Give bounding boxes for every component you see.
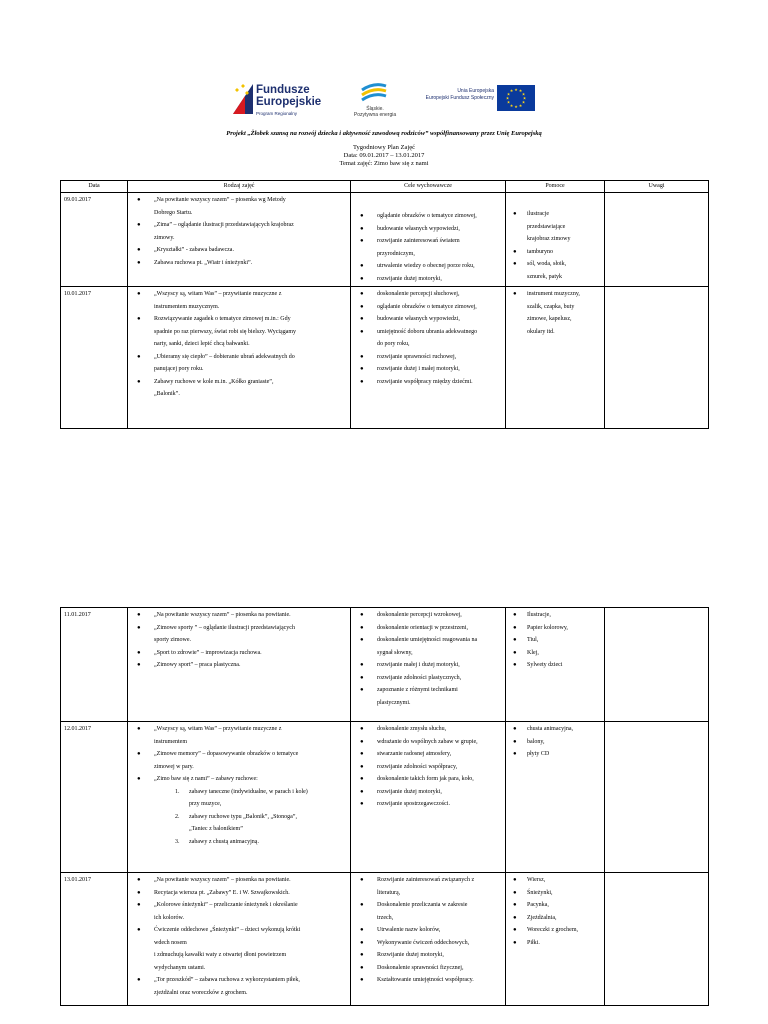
pomoce-line: ● Ilustracje, bbox=[527, 612, 551, 618]
pomoce-line: okulary itd. bbox=[527, 328, 555, 335]
cele-line: ● doskonalenie orientacji w przestrzeni, bbox=[377, 624, 468, 631]
zajecia-item bbox=[131, 748, 347, 773]
zajecia-item bbox=[131, 288, 347, 313]
subitem-line: zabawy z chustą animacyjną. bbox=[189, 838, 259, 845]
logo-ue-line2: Europejski Fundusz Społeczny bbox=[425, 95, 494, 101]
cele-line: ● rozwijanie dużej motoryki, bbox=[377, 275, 442, 282]
zajecia-item bbox=[131, 974, 347, 999]
cele-item bbox=[354, 937, 502, 950]
pomoce-item bbox=[509, 622, 601, 635]
pomoce-line: ● Wiersz, bbox=[527, 877, 546, 883]
cele-line: ● oglądanie obrazków o tematyce zimowej, bbox=[377, 303, 477, 310]
cele-line: ● doskonalenie percepcji słuchowej, bbox=[377, 291, 460, 297]
cele-item bbox=[354, 235, 502, 260]
eu-flag-icon bbox=[497, 85, 535, 111]
zajecia-line: ● „Zimowe sporty ” – oglądanie ilustracji przedstawiających bbox=[154, 624, 295, 631]
cele-item bbox=[354, 874, 502, 899]
zajecia-line: ● Recytacja wiersza pt. „Zabawy” E. i W. Szwajkowskich. bbox=[154, 889, 290, 896]
zajecia-line: zimowy. bbox=[154, 234, 175, 241]
pomoce-item bbox=[509, 887, 601, 900]
zajecia-item bbox=[131, 257, 347, 270]
zajecia-line: ● „Tor przeszkód” – zabawa ruchowa z wykorzystaniem piłek, bbox=[154, 977, 300, 983]
cele-item bbox=[354, 949, 502, 962]
unia-europejska-text bbox=[418, 88, 494, 102]
cell-rodzaj-zajec bbox=[128, 873, 351, 1006]
zajecia-item bbox=[131, 659, 347, 672]
cele-line: ● doskonalenie zmysłu słuchu, bbox=[377, 726, 447, 732]
zajecia-list bbox=[131, 723, 347, 786]
table-header-row bbox=[61, 181, 709, 193]
pomoce-line: ● sól, woda, słoik, bbox=[527, 261, 567, 267]
zajecia-line: ● Zabawy ruchowe w kole m.in. „Kółko graniaste”, bbox=[154, 378, 274, 385]
svg-text:★: ★ bbox=[518, 102, 523, 108]
cele-line: ● Doskonalenie przeliczania w zakresie bbox=[377, 902, 468, 908]
svg-text:★: ★ bbox=[521, 99, 526, 105]
cell-rodzaj-zajec bbox=[128, 193, 351, 287]
cele-item bbox=[354, 609, 502, 622]
plan-table-page2 bbox=[60, 607, 709, 1006]
cele-line: plastycznymi. bbox=[377, 699, 411, 706]
pomoce-item bbox=[509, 246, 601, 259]
table-row bbox=[61, 287, 709, 429]
slaskie-text bbox=[352, 106, 398, 118]
pomoce-line: ● Pacynka, bbox=[527, 902, 549, 908]
zajecia-list bbox=[131, 874, 347, 999]
zajecia-line: ● „Kolorowe śnieżynki” – przeliczanie śnieżynek i określanie bbox=[154, 902, 298, 908]
pomoce-line: szalik, czapka, buty bbox=[527, 303, 575, 310]
subitem-number: 2. bbox=[175, 813, 180, 820]
cele-item bbox=[354, 622, 502, 635]
zajecia-item bbox=[131, 924, 347, 974]
zajecia-line: wydychanym ustami. bbox=[154, 964, 206, 971]
cell-pomoce bbox=[506, 873, 605, 1006]
pomoce-list bbox=[509, 609, 601, 672]
zajecia-line: ● Zabawa ruchowa pt. „Wiatr i śnieżynki”. bbox=[154, 259, 253, 266]
cele-item bbox=[354, 962, 502, 975]
cell-pomoce bbox=[506, 193, 605, 287]
svg-text:★: ★ bbox=[518, 88, 523, 94]
svg-text:★: ★ bbox=[506, 91, 511, 97]
zajecia-line: ich kolorów. bbox=[154, 914, 184, 921]
zajecia-line: zimowej w pary. bbox=[154, 763, 194, 770]
cele-item bbox=[354, 798, 502, 811]
zajecia-line: panującej pory roku. bbox=[154, 366, 204, 372]
pomoce-item bbox=[509, 874, 601, 887]
zajecia-item bbox=[131, 244, 347, 257]
svg-text:★: ★ bbox=[521, 91, 526, 97]
cell-rodzaj-zajec bbox=[128, 722, 351, 873]
pomoce-line: ● Woreczki z grochem, bbox=[527, 927, 578, 933]
cele-item bbox=[354, 351, 502, 364]
cell-date: 09.01.2017 bbox=[61, 193, 128, 287]
cele-line: ● Rozwijanie zainteresowań związanych z bbox=[377, 877, 475, 883]
pomoce-list bbox=[509, 288, 601, 338]
cele-line: ● wdrażanie do wspólnych zabaw w grupie, bbox=[377, 738, 478, 745]
zajecia-item bbox=[131, 899, 347, 924]
zajecia-item bbox=[131, 622, 347, 647]
pomoce-line: ● instrument muzyczny, bbox=[527, 291, 580, 297]
cele-line: trzech, bbox=[377, 914, 394, 921]
logo-fe-line1: Fundusze bbox=[256, 84, 310, 96]
zajecia-line: ● „Wszyscy są, witam Was” – przywitanie muzyczne z bbox=[154, 291, 282, 297]
logo-sl-line1: Śląskie. bbox=[366, 106, 384, 112]
pomoce-line: krajobraz zimowy bbox=[527, 236, 571, 242]
zajecia-item bbox=[131, 647, 347, 660]
zajecia-subitem bbox=[131, 786, 347, 811]
cele-item bbox=[354, 672, 502, 685]
cell-uwagi bbox=[605, 287, 709, 429]
zajecia-line: ● „Sport to zdrowie” – improwizacja ruchowa. bbox=[154, 649, 262, 656]
zajecia-list bbox=[131, 609, 347, 672]
cele-line: ● utrwalenie wiedzy o obecnej porze roku, bbox=[377, 263, 475, 269]
zajecia-subitem bbox=[131, 836, 347, 849]
logo-ue-line1: Unia Europejska bbox=[457, 88, 494, 94]
cele-line: ● Kształtowanie umiejętności współpracy. bbox=[377, 977, 474, 983]
cell-date: 13.01.2017 bbox=[61, 873, 128, 1006]
pomoce-list bbox=[509, 723, 601, 761]
cele-item bbox=[354, 786, 502, 799]
cele-line: ● Rozwijanie dużej motoryki, bbox=[377, 952, 444, 958]
zajecia-item bbox=[131, 219, 347, 244]
zajecia-line: ● „Na powitanie wszyscy razem” – piosenka wg Metody bbox=[154, 197, 286, 203]
cele-item bbox=[354, 736, 502, 749]
pomoce-list bbox=[509, 874, 601, 949]
zajecia-line: wdech nosem bbox=[154, 939, 187, 946]
pomoce-item bbox=[509, 736, 601, 749]
pomoce-item bbox=[509, 647, 601, 660]
col-header-cele: Cele wychowawcze bbox=[351, 181, 506, 193]
zajecia-item bbox=[131, 194, 347, 219]
zajecia-item bbox=[131, 723, 347, 748]
cele-line: ● oglądanie obrazków o tematyce zimowej, bbox=[377, 213, 477, 219]
pomoce-line: ● Tiul, bbox=[527, 637, 539, 643]
cele-item bbox=[354, 210, 502, 223]
zajecia-line: sporty zimowe. bbox=[154, 637, 191, 643]
cele-list bbox=[354, 723, 502, 811]
zajecia-line: ● Rozwiązywanie zagadek o tematyce zimowej m.in.: Gdy bbox=[154, 316, 291, 322]
pomoce-line: ● Zjeżdżalnia, bbox=[527, 914, 557, 921]
zajecia-list bbox=[131, 288, 347, 401]
zajecia-item bbox=[131, 773, 347, 786]
logo-sl-line2: Pozytywna energia bbox=[353, 112, 397, 118]
plan-table-page1 bbox=[60, 180, 709, 429]
cell-cele bbox=[351, 193, 506, 287]
cele-line: ● umiejętność doboru ubrania adekwatnego bbox=[377, 328, 478, 335]
cele-line: ● doskonalenie takich form jak para, koło, bbox=[377, 776, 474, 782]
cell-date: 10.01.2017 bbox=[61, 287, 128, 429]
col-header-pomoce: Pomoce bbox=[506, 181, 605, 193]
cele-line: ● rozwijanie sprawności ruchowej, bbox=[377, 353, 457, 360]
cele-item bbox=[354, 748, 502, 761]
cele-line: do pory roku, bbox=[377, 341, 410, 347]
svg-text:★: ★ bbox=[514, 104, 518, 109]
pomoce-list bbox=[509, 208, 601, 283]
pomoce-item bbox=[509, 899, 601, 912]
cele-item bbox=[354, 260, 502, 273]
cele-line: ● doskonalenie umiejętności reagowania na bbox=[377, 637, 478, 643]
zajecia-line: narty, sanki, dzieci lepić chcą bałwanki. bbox=[154, 341, 250, 347]
zajecia-subitem bbox=[131, 811, 347, 836]
svg-text:★: ★ bbox=[505, 95, 510, 101]
zajecia-line: ● „Na powitanie wszyscy razem” – piosenka na powitanie. bbox=[154, 877, 291, 883]
cele-line: ● rozwijanie małej i dużej motoryki, bbox=[377, 662, 460, 668]
zajecia-line: spadnie po raz pierwszy, świat robi się bielszy. Wyciągamy bbox=[154, 328, 297, 335]
cell-cele bbox=[351, 722, 506, 873]
cele-line: ● rozwijanie współpracy między dziećmi. bbox=[377, 378, 473, 385]
subitem-line: „Taniec z balonikiem” bbox=[189, 826, 243, 832]
cele-line: ● rozwijanie dużej i małej motoryki, bbox=[377, 366, 460, 372]
col-header-data: Data bbox=[61, 181, 128, 193]
cele-item bbox=[354, 924, 502, 937]
cell-date: 11.01.2017 bbox=[61, 608, 128, 722]
cele-item bbox=[354, 363, 502, 376]
svg-text:★: ★ bbox=[514, 87, 518, 92]
zajecia-item bbox=[131, 887, 347, 900]
zajecia-item bbox=[131, 609, 347, 622]
cele-line: ● rozwijanie zdolności współpracy, bbox=[377, 763, 458, 770]
cele-line: sygnał słowny, bbox=[377, 649, 413, 656]
cele-list bbox=[354, 288, 502, 388]
cell-pomoce bbox=[506, 722, 605, 873]
col-header-rodzaj: Rodzaj zajęć bbox=[128, 181, 351, 193]
subitem-number: 1. bbox=[175, 788, 180, 795]
cell-cele bbox=[351, 608, 506, 722]
zajecia-line: ● Ćwiczenie oddechowe „Śnieżynki” – dzieci wykonują krótki bbox=[154, 927, 301, 933]
plan-dates: Data: 09.01.2017 – 13.01.2017 bbox=[343, 152, 425, 159]
cell-uwagi bbox=[605, 608, 709, 722]
logo-fe-line2: Europejskie bbox=[256, 96, 322, 108]
zajecia-line: ● „Wszyscy są, witam Was” – przywitanie muzyczne z bbox=[154, 726, 282, 732]
pomoce-item bbox=[509, 748, 601, 761]
cele-line: ● rozwijanie zainteresowań światem bbox=[377, 238, 460, 244]
pomoce-line: przedstawiające bbox=[527, 223, 566, 230]
cell-cele bbox=[351, 873, 506, 1006]
cele-item bbox=[354, 899, 502, 924]
zajecia-line: ● „Ubieramy się ciepło” – dobieranie ubrań adekwatnych do bbox=[154, 353, 295, 360]
cele-line: literaturą, bbox=[377, 889, 401, 896]
zajecia-line: zjeżdżalni oraz woreczków z grochem. bbox=[154, 989, 248, 996]
slaskie-logo-icon bbox=[360, 80, 388, 104]
cele-line: ● Doskonalenie sprawności fizycznej, bbox=[377, 964, 464, 971]
svg-text:★: ★ bbox=[509, 88, 514, 94]
cell-uwagi bbox=[605, 722, 709, 873]
cele-item bbox=[354, 634, 502, 659]
cele-line: ● zapoznanie z różnymi technikami bbox=[377, 687, 458, 693]
cell-uwagi bbox=[605, 873, 709, 1006]
pomoce-item bbox=[509, 937, 601, 950]
plan-header bbox=[0, 144, 768, 168]
zajecia-line: ● „Na powitanie wszyscy razem” – piosenka na powitanie. bbox=[154, 612, 291, 618]
zajecia-item bbox=[131, 351, 347, 376]
pomoce-line: ● chusta animacyjna, bbox=[527, 726, 573, 732]
zajecia-item bbox=[131, 313, 347, 351]
subitem-number: 3. bbox=[175, 838, 180, 845]
pomoce-item bbox=[509, 208, 601, 246]
pomoce-line: ● Śnieżynki, bbox=[527, 889, 553, 896]
cele-item bbox=[354, 223, 502, 236]
subitem-line: przy muzyce, bbox=[189, 801, 222, 807]
subitem-line: zabawy ruchowe typu „Balonik”, „Stonoga”, bbox=[189, 813, 297, 820]
pomoce-line: zimowe, kapelusz, bbox=[527, 316, 572, 322]
zajecia-line: ● „Zimowy sport” – praca plastyczna. bbox=[154, 662, 241, 668]
cell-uwagi bbox=[605, 193, 709, 287]
table-row bbox=[61, 193, 709, 287]
cele-item bbox=[354, 773, 502, 786]
svg-text:★: ★ bbox=[522, 95, 527, 101]
cell-pomoce bbox=[506, 287, 605, 429]
pomoce-line: ● balony, bbox=[527, 738, 545, 745]
cele-item bbox=[354, 659, 502, 672]
zajecia-line: ● „Zimowe memory” – dopasowywanie obrazków o tematyce bbox=[154, 751, 299, 757]
cele-item bbox=[354, 326, 502, 351]
pomoce-line: ● Piłki. bbox=[527, 939, 540, 946]
cele-line: ● rozwijanie zdolności plastycznych, bbox=[377, 674, 462, 681]
zajecia-line: ● „Zima” – oglądanie ilustracji przedstawiających krajobraz bbox=[154, 222, 294, 228]
zajecia-sublist bbox=[131, 786, 347, 849]
pomoce-item bbox=[509, 634, 601, 647]
cele-line: przyrodniczym, bbox=[377, 250, 415, 257]
pomoce-item bbox=[509, 912, 601, 925]
cele-line: ● Wykonywanie ćwiczeń oddechowych, bbox=[377, 939, 470, 946]
zajecia-line: „Balonik”. bbox=[154, 391, 180, 397]
cell-date: 12.01.2017 bbox=[61, 722, 128, 873]
fundusze-europejskie-logo-icon bbox=[233, 84, 253, 114]
cele-item bbox=[354, 974, 502, 987]
pomoce-line: ● ilustracje bbox=[527, 211, 549, 217]
cele-line: ● Utrwalenie nazw kolorów, bbox=[377, 927, 441, 933]
cele-line: ● budowanie własnych wypowiedzi, bbox=[377, 225, 460, 232]
cele-item bbox=[354, 761, 502, 774]
table-row bbox=[61, 608, 709, 722]
cele-list bbox=[354, 874, 502, 987]
table-row bbox=[61, 722, 709, 873]
cele-line: ● rozwijanie spostrzegawczości. bbox=[377, 801, 450, 807]
cele-list bbox=[354, 210, 502, 285]
pomoce-item bbox=[509, 258, 601, 283]
pomoce-line: ● Klej, bbox=[527, 649, 539, 656]
cele-list bbox=[354, 609, 502, 709]
zajecia-line: ● „Kryształki” - zabawa badawcza. bbox=[154, 247, 234, 253]
svg-text:★: ★ bbox=[506, 99, 511, 105]
project-title: Projekt „Żłobek szansą na rozwój dziecka i aktywność zawodową rodziców” współfinansowany przez Unię Europejską bbox=[226, 130, 542, 137]
logo-bar bbox=[0, 78, 768, 124]
pomoce-line: ● Sylwety dzieci bbox=[527, 662, 563, 668]
pomoce-item bbox=[509, 924, 601, 937]
cele-line: ● budowanie własnych wypowiedzi, bbox=[377, 316, 460, 322]
table-row bbox=[61, 873, 709, 1006]
pomoce-line: ● Papier kolorowy, bbox=[527, 624, 568, 631]
pomoce-item bbox=[509, 609, 601, 622]
cele-item bbox=[354, 684, 502, 709]
fundusze-europejskie-text bbox=[256, 84, 321, 108]
cele-item bbox=[354, 376, 502, 389]
cele-item bbox=[354, 723, 502, 736]
cell-rodzaj-zajec bbox=[128, 287, 351, 429]
pomoce-line: ● płyty CD bbox=[527, 751, 550, 757]
pomoce-item bbox=[509, 288, 601, 338]
zajecia-line: Dobrego Startu. bbox=[154, 209, 193, 216]
cele-item bbox=[354, 313, 502, 326]
cell-cele bbox=[351, 287, 506, 429]
cell-rodzaj-zajec bbox=[128, 608, 351, 722]
zajecia-list bbox=[131, 194, 347, 269]
cele-item bbox=[354, 273, 502, 286]
cele-line: ● rozwijanie dużej motoryki, bbox=[377, 788, 442, 795]
zajecia-item bbox=[131, 874, 347, 887]
zajecia-line: instrumentem muzycznym. bbox=[154, 303, 220, 310]
pomoce-line: ● tamburyno bbox=[527, 248, 553, 255]
cele-line: ● doskonalenie percepcji wzrokowej, bbox=[377, 612, 462, 618]
plan-topic: Temat zajęć: Zimo baw się z nami bbox=[339, 160, 429, 167]
pomoce-line: sznurek, patyk bbox=[527, 273, 562, 280]
col-header-uwagi: Uwagi bbox=[605, 181, 709, 193]
subitem-line: zabawy taneczne (indywidualne, w parach i kole) bbox=[189, 788, 308, 795]
zajecia-item bbox=[131, 376, 347, 401]
cele-line: ● stwarzanie radosnej atmosfery, bbox=[377, 751, 452, 757]
cell-pomoce bbox=[506, 608, 605, 722]
zajecia-line: i zdmuchują kawałki waty z otwartej dłoni powietrzem bbox=[154, 952, 287, 958]
cele-item bbox=[354, 288, 502, 301]
pomoce-item bbox=[509, 659, 601, 672]
zajecia-line: instrumentem bbox=[154, 738, 187, 745]
plan-title: Tygodniowy Plan Zajęć bbox=[352, 144, 415, 151]
cele-item bbox=[354, 301, 502, 314]
zajecia-line: ● „Zimo baw się z nami” – zabawy ruchowe: bbox=[154, 776, 258, 782]
pomoce-item bbox=[509, 723, 601, 736]
svg-text:★: ★ bbox=[509, 102, 514, 108]
logo-fe-subtitle: Program Regionalny bbox=[256, 111, 298, 116]
